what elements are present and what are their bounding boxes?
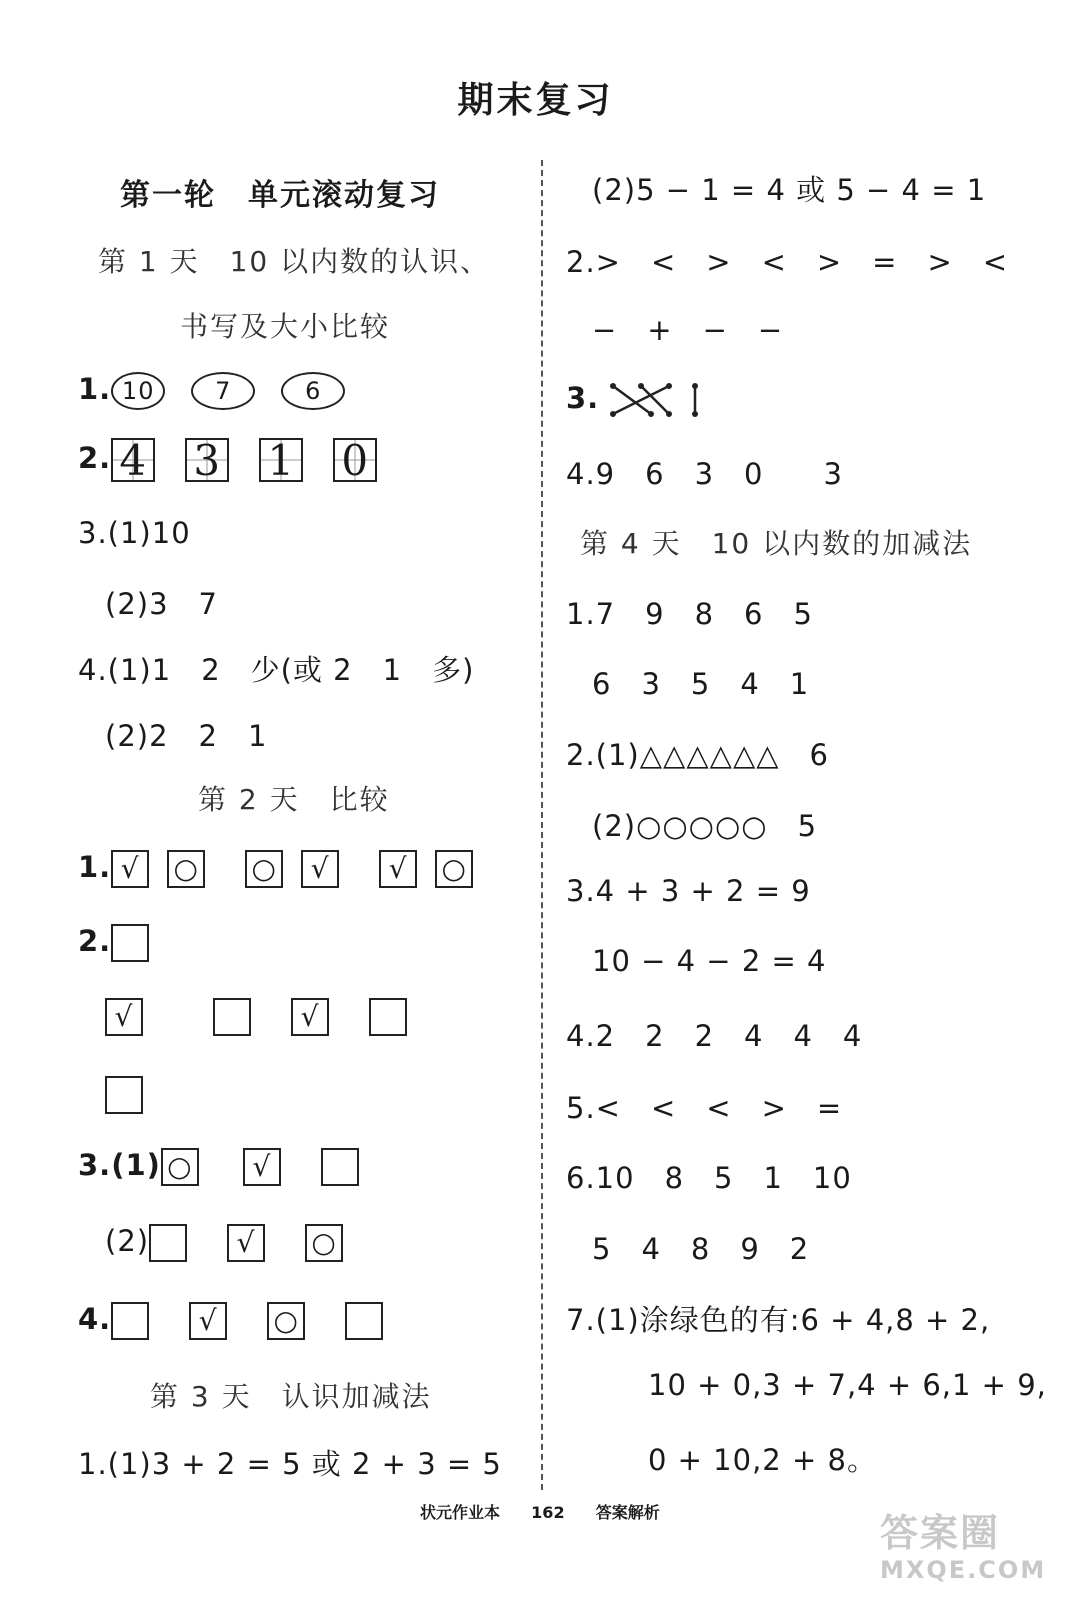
q4-line1: 4.(1)1 2 少(或 2 1 多) [78,653,475,687]
written-digit: 4 [119,436,148,485]
box-mark: √ [388,852,408,885]
d4q3-line1: 3.4 + 3 + 2 = 9 [566,874,811,908]
writing-grid [111,436,155,485]
writing-grid [333,436,377,485]
answer-box [301,850,339,888]
d2q2-row3 [105,1076,161,1114]
d2q1-row [78,850,491,888]
answer-box [149,1224,187,1262]
d4q6-line1: 6.10 8 5 1 10 [566,1161,852,1195]
day1-heading-line2: 书写及大小比较 [180,310,391,343]
answer-box [213,998,251,1036]
r-q3-number: 3. [566,381,600,415]
watermark-url: MXQE.COM [880,1556,1047,1584]
d2q1-number: 1. [78,850,112,884]
d4q7-line3: 0 + 10,2 + 8。 [648,1443,877,1477]
day2-heading: 第 2 天 比较 [198,783,390,816]
writing-grid [259,436,303,485]
answer-box [111,924,149,962]
box-mark: ○ [311,1226,337,1259]
answer-box [105,1076,143,1114]
d4q3-line2: 10 − 4 − 2 = 4 [592,944,827,978]
box-mark: √ [252,1150,272,1183]
written-digit: 3 [193,436,222,485]
answer-box [245,850,283,888]
q2-number: 2. [78,441,112,475]
answer-box [291,998,329,1036]
day3-heading: 第 3 天 认识加减法 [150,1380,432,1413]
d2q3-number: 3.(1) [78,1148,161,1182]
d2q4-number: 4. [78,1302,112,1336]
answer-box [111,850,149,888]
page-title: 期末复习 [457,80,614,121]
d4q4-line: 4.2 2 2 4 4 4 [566,1019,863,1053]
answer-box [105,998,143,1036]
day1-heading-line1: 第 1 天 10 以内数的认识、 [98,245,491,278]
box-mark: ○ [251,852,277,885]
box-mark: √ [114,1000,134,1033]
answer-box [227,1224,265,1262]
answer-box [369,998,407,1036]
r-q3-row [566,380,709,420]
d2q2-number: 2. [78,924,112,958]
d3q1-line: 1.(1)3 + 2 = 5 或 2 + 3 = 5 [78,1447,502,1481]
written-digit: 1 [267,436,296,485]
answer-box [111,1302,149,1340]
q1-number: 1. [78,372,112,406]
q2-row [78,436,407,485]
answer-box [379,850,417,888]
circled-number: 10 [111,372,165,410]
box-mark: ○ [167,1150,193,1183]
box-mark: √ [236,1226,256,1259]
circled-number: 7 [191,372,255,410]
d2q2-row2 [105,998,425,1036]
box-mark: ○ [173,852,199,885]
box-mark: √ [120,852,140,885]
d4q5-line: 5.< < < > = [566,1091,843,1125]
answer-box [435,850,473,888]
answer-box [267,1302,305,1340]
answer-box [321,1148,359,1186]
d4q1-line2: 6 3 5 4 1 [592,667,810,701]
r-q1-line2: (2)5 − 1 = 4 或 5 − 4 = 1 [592,173,987,207]
d2q4-row [78,1302,401,1340]
q4-line2: (2)2 2 1 [105,719,268,753]
box-mark: √ [300,1000,320,1033]
answer-box [161,1148,199,1186]
answer-box [167,850,205,888]
d2q3-row2 [105,1224,361,1262]
d4q2-line2: (2)○○○○○ 5 [592,809,818,843]
watermark-logo-text: 答案圈 [880,1511,1001,1555]
d4q6-line2: 5 4 8 9 2 [592,1232,810,1266]
d2q2-row1 [78,924,167,962]
matching-lines-icon [609,380,709,420]
answer-box [305,1224,343,1262]
q3-line1: 3.(1)10 [78,516,191,550]
box-mark: ○ [441,852,467,885]
r-q2-line2: − + − − [592,313,784,347]
written-digit: 0 [341,436,370,485]
day4-heading: 第 4 天 10 以内数的加减法 [580,527,973,560]
d2q3-sub2-label: (2) [105,1224,150,1258]
q1-row [78,372,371,410]
footer [420,1500,660,1523]
answer-box [345,1302,383,1340]
footer-section: 答案解析 [595,1503,660,1522]
r-q4-line: 4.9 6 3 0 3 [566,457,843,491]
section-title: 第一轮 单元滚动复习 [120,178,440,213]
d4q7-line1: 7.(1)涂绿色的有:6 + 4,8 + 2, [566,1303,991,1337]
footer-book-name: 状元作业本 [420,1503,501,1522]
d4q7-line2: 10 + 0,3 + 7,4 + 6,1 + 9, [648,1368,1047,1402]
box-mark: ○ [273,1304,299,1337]
column-divider [541,160,543,1490]
d4q2-line1: 2.(1)△△△△△△ 6 [566,738,830,772]
q3-line2: (2)3 7 [105,587,218,621]
writing-grid [185,436,229,485]
box-mark: √ [310,852,330,885]
circled-number: 6 [281,372,345,410]
page-number: 162 [531,1503,565,1522]
answer-box [243,1148,281,1186]
r-q2-line1: 2.> < > < > = > < [566,245,1009,279]
answer-box [189,1302,227,1340]
d4q1-line1: 1.7 9 8 6 5 [566,597,813,631]
d2q3-row1 [78,1148,377,1186]
box-mark: √ [198,1304,218,1337]
